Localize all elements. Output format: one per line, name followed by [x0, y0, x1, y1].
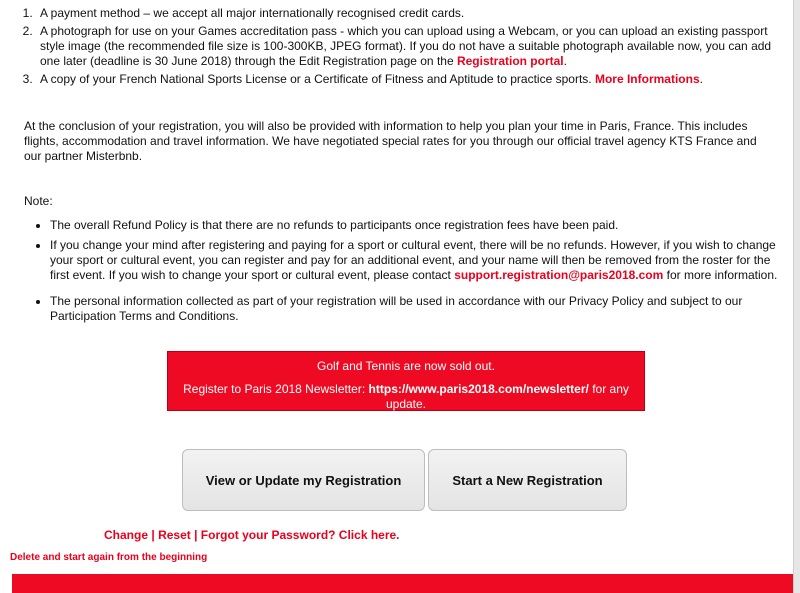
- note-label: Note:: [24, 194, 53, 208]
- reset-link[interactable]: Reset: [158, 528, 191, 542]
- note-personal-information: [50, 294, 785, 324]
- note-change-event-text: If you change your mind after registering and paying for a sport or cultural event, there will be no refunds. However, if you wish to change your sport or cultural event, you can register and pay for an additional event, and your name will then be removed from the roster for the first event. If you wish to change your sport or cultural event, please contact: [50, 238, 776, 282]
- start-new-registration-button[interactable]: Start a New Registration: [428, 449, 627, 511]
- note-personal-information-text: The personal information collected as part of your registration will be used in accordance with our Privacy Policy and subject to our Participation Terms and Conditions.: [50, 294, 743, 323]
- newsletter-suffix: for any update.: [385, 382, 629, 411]
- note-change-event: [50, 238, 785, 283]
- note-change-event-end: for more information.: [666, 268, 778, 282]
- separator: |: [151, 528, 155, 542]
- requirement-photograph: [36, 24, 776, 69]
- newsletter-url: https://www.paris2018.com/newsletter/: [368, 382, 589, 396]
- requirement-license-end: .: [699, 72, 703, 86]
- requirement-payment: [36, 6, 776, 21]
- conclusion-paragraph: At the conclusion of your registration, you will also be provided with information to help you plan your time in Paris, France. This includes flights, accommodation and travel information. We have negotiated special rates for you through our official travel agency KTS France and our partner Misterbnb.: [24, 119, 757, 163]
- requirement-photograph-end: .: [563, 54, 567, 68]
- forgot-password-link[interactable]: Forgot your Password? Click here.: [200, 528, 400, 542]
- registration-portal-link[interactable]: Registration portal: [456, 54, 564, 68]
- note-list: [0, 218, 785, 329]
- change-link[interactable]: Change: [104, 528, 149, 542]
- view-update-registration-button[interactable]: View or Update my Registration: [182, 449, 425, 511]
- sold-out-message: Golf and Tennis are now sold out.: [317, 359, 495, 373]
- footer-bar: [12, 574, 793, 593]
- more-informations-link[interactable]: More Informations: [594, 72, 700, 86]
- requirement-photograph-text: A photograph for use on your Games accreditation pass - which you can upload using a Webcam, or you can upload an existing passport style image (the recommended file size is 100-300KB, JPEG format). If you do not have a suitable photograph available now, you can add one later (deadline is 30 June 2018) through the Edit Registration page on the: [40, 24, 772, 68]
- newsletter-message: [168, 382, 644, 412]
- separator: |: [194, 528, 198, 542]
- note-refund-policy-text: The overall Refund Policy is that there are no refunds to participants once registration fees have been paid.: [50, 218, 619, 232]
- sold-out-alert: [167, 351, 645, 411]
- requirement-license: [36, 72, 776, 87]
- account-links: [104, 528, 400, 543]
- requirement-payment-text: A payment method – we accept all major internationally recognised credit cards.: [40, 6, 465, 20]
- support-email-link[interactable]: support.registration@paris2018.com: [454, 268, 664, 282]
- requirements-list: [0, 6, 776, 90]
- requirement-license-text: A copy of your French National Sports License or a Certificate of Fitness and Aptitude to practice sports.: [40, 72, 592, 86]
- delete-start-again-link[interactable]: Delete and start again from the beginning: [10, 552, 208, 563]
- newsletter-prefix: Register to Paris 2018 Newsletter:: [183, 382, 366, 396]
- note-refund-policy: [50, 218, 785, 233]
- window-right-edge: [793, 0, 800, 593]
